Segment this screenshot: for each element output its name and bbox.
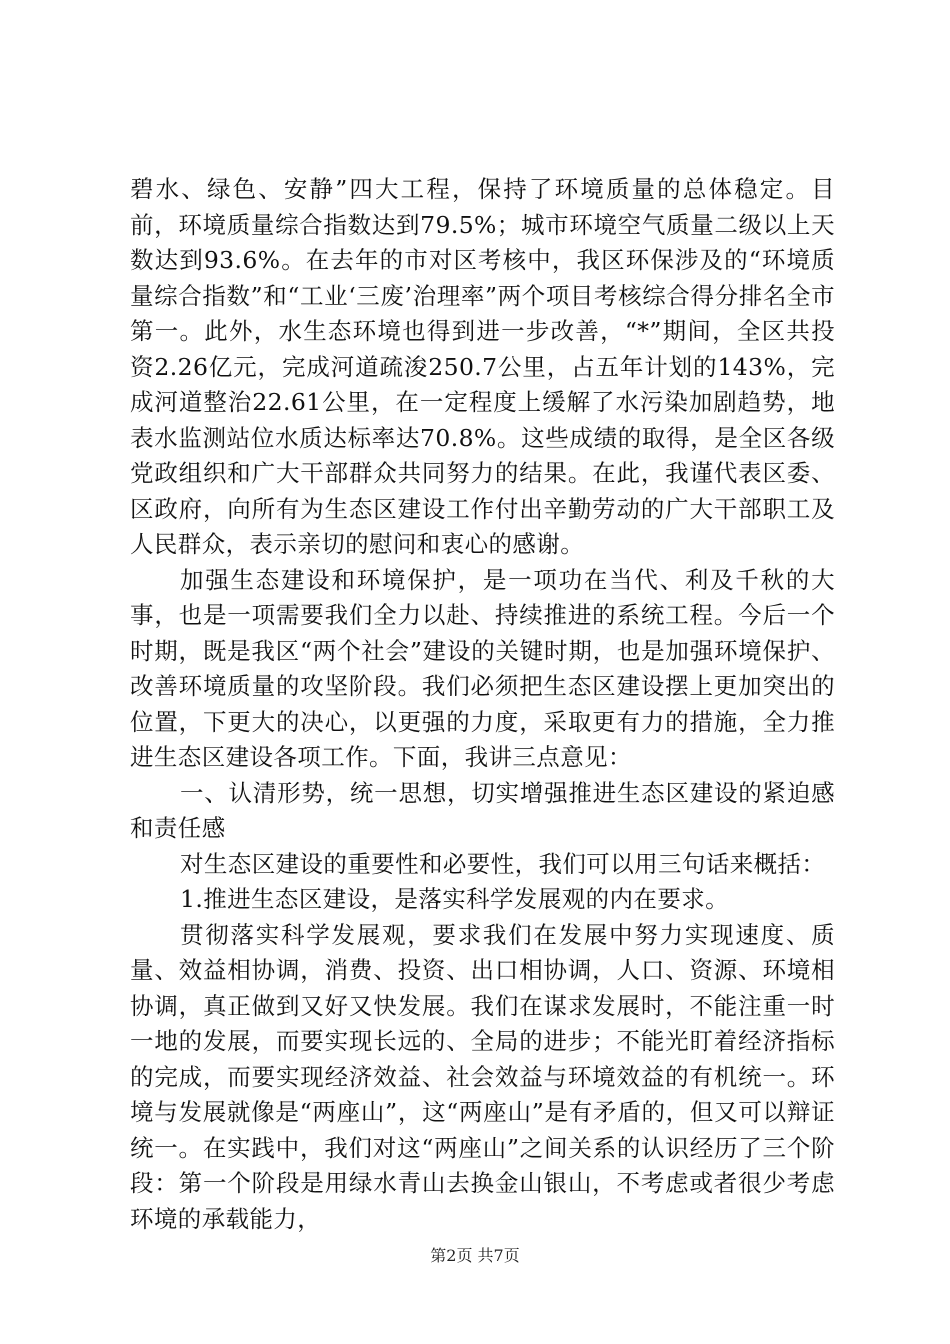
page-number-footer: 第2页 共7页: [430, 1246, 520, 1265]
document-body: [130, 172, 835, 1237]
paragraph: 贯彻落实科学发展观，要求我们在发展中努力实现速度、质量、效益相协调，消费、投资、出口相协调，人口、资源、环境相协调，真正做到又好又快发展。我们在谋求发展时，不能注重一时一地的发展，而要实现长远的、全局的进步；不能光盯着经济指标的完成，而要实现经济效益、社会效益与环境效益的有机统一。环境与发展就像是“两座山”，这“两座山”是有矛盾的，但又可以辩证统一。在实践中，我们对这“两座山”之间关系的认识经历了三个阶段：第一个阶段是用绿水青山去换金山银山，不考虑或者很少考虑环境的承载能力，: [130, 920, 835, 1233]
numbered-point: 1.推进生态区建设，是落实科学发展观的内在要求。: [180, 885, 730, 913]
paragraph: 加强生态建设和环境保护，是一项功在当代、利及千秋的大事，也是一项需要我们全力以赴、持续推进的系统工程。今后一个时期，既是我区“两个社会”建设的关键时期，也是加强环境保护、改善环境质量的攻坚阶段。我们必须把生态区建设摆上更加突出的位置，下更大的决心，以更强的力度，采取更有力的措施，全力推进生态区建设各项工作。下面，我讲三点意见：: [130, 565, 835, 771]
section-heading: 一、认清形势，统一思想，切实增强推进生态区建设的紧迫感和责任感: [130, 778, 835, 842]
paragraph: 对生态区建设的重要性和必要性，我们可以用三句话来概括：: [180, 849, 826, 878]
paragraph-continuation: 碧水、绿色、安静”四大工程，保持了环境质量的总体稳定。目前，环境质量综合指数达到79.5%；城市环境空气质量二级以上天数达到93.6%。在去年的市对区考核中，我区环保涉及的“环境质量综合指数”和“工业‘三废’治理率”两个项目考核综合得分排名全市第一。此外，水生态环境也得到进一步改善，“*”期间，全区共投资2.26亿元，完成河道疏浚250.7公里，占五年计划的143%，完成河道整治22.61公里，在一定程度上缓解了水污染加剧趋势，地表水监测站位水质达标率达70.8%。这些成绩的取得，是全区各级党政组织和广大干部群众共同努力的结果。在此，我谨代表区委、区政府，向所有为生态区建设工作付出辛勤劳动的广大干部职工及人民群众，表示亲切的慰问和衷心的感谢。: [130, 175, 835, 558]
